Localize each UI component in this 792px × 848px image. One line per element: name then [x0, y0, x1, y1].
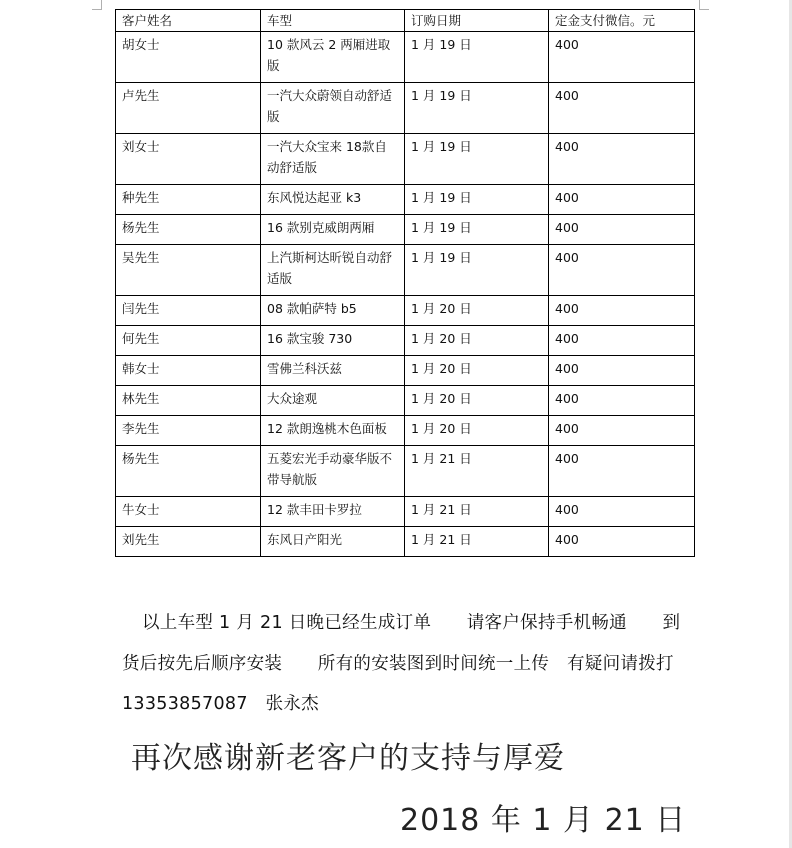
cell-order-date: 1 月 20 日	[405, 386, 549, 416]
cell-customer-name: 吴先生	[116, 245, 261, 296]
cell-customer-name: 李先生	[116, 416, 261, 446]
cell-car-model: 16 款别克威朗两厢	[261, 215, 405, 245]
cell-car-model: 12 款朗逸桃木色面板	[261, 416, 405, 446]
cell-car-model: 大众途观	[261, 386, 405, 416]
cell-order-date: 1 月 19 日	[405, 134, 549, 185]
cell-car-model: 东风悦达起亚 k3	[261, 185, 405, 215]
order-table	[115, 9, 695, 557]
cell-car-model: 16 款宝骏 730	[261, 326, 405, 356]
margin-corner-mark	[92, 9, 102, 10]
cell-order-date: 1 月 19 日	[405, 215, 549, 245]
cell-car-model: 东风日产阳光	[261, 527, 405, 557]
cell-customer-name: 闫先生	[116, 296, 261, 326]
table-row	[116, 446, 695, 497]
cell-customer-name: 卢先生	[116, 83, 261, 134]
table-row	[116, 356, 695, 386]
cell-order-date: 1 月 19 日	[405, 245, 549, 296]
cell-car-model: 一汽大众宝来 18款自动舒适版	[261, 134, 405, 185]
cell-customer-name: 韩女士	[116, 356, 261, 386]
cell-deposit: 400	[549, 527, 695, 557]
table-body	[116, 32, 695, 557]
thanks-message: 再次感谢新老客户的支持与厚爱	[131, 741, 565, 776]
cell-customer-name: 牛女士	[116, 497, 261, 527]
table-row	[116, 497, 695, 527]
cell-car-model: 上汽斯柯达昕锐自动舒适版	[261, 245, 405, 296]
table-row	[116, 245, 695, 296]
table-row	[116, 185, 695, 215]
header-customer-name: 客户姓名	[116, 10, 261, 32]
cell-customer-name: 杨先生	[116, 215, 261, 245]
margin-corner-mark	[699, 9, 709, 10]
table-row	[116, 215, 695, 245]
cell-deposit: 400	[549, 32, 695, 83]
cell-car-model: 10 款风云 2 两厢进取版	[261, 32, 405, 83]
header-order-date: 订购日期	[405, 10, 549, 32]
cell-order-date: 1 月 19 日	[405, 83, 549, 134]
cell-order-date: 1 月 21 日	[405, 446, 549, 497]
cell-deposit: 400	[549, 497, 695, 527]
table-row	[116, 386, 695, 416]
table-row	[116, 134, 695, 185]
cell-car-model: 五菱宏光手动豪华版不带导航版	[261, 446, 405, 497]
cell-car-model: 12 款丰田卡罗拉	[261, 497, 405, 527]
cell-order-date: 1 月 19 日	[405, 185, 549, 215]
cell-deposit: 400	[549, 326, 695, 356]
cell-deposit: 400	[549, 185, 695, 215]
cell-car-model: 08 款帕萨特 b5	[261, 296, 405, 326]
table-row	[116, 416, 695, 446]
cell-deposit: 400	[549, 386, 695, 416]
cell-deposit: 400	[549, 446, 695, 497]
cell-car-model: 雪佛兰科沃兹	[261, 356, 405, 386]
cell-order-date: 1 月 21 日	[405, 527, 549, 557]
cell-car-model: 一汽大众蔚领自动舒适版	[261, 83, 405, 134]
header-deposit: 定金支付微信。元	[549, 10, 695, 32]
cell-order-date: 1 月 19 日	[405, 32, 549, 83]
cell-order-date: 1 月 20 日	[405, 326, 549, 356]
cell-order-date: 1 月 21 日	[405, 497, 549, 527]
cell-order-date: 1 月 20 日	[405, 356, 549, 386]
cell-customer-name: 刘先生	[116, 527, 261, 557]
cell-deposit: 400	[549, 296, 695, 326]
cell-customer-name: 胡女士	[116, 32, 261, 83]
table-row	[116, 326, 695, 356]
cell-deposit: 400	[549, 245, 695, 296]
cell-deposit: 400	[549, 83, 695, 134]
cell-order-date: 1 月 20 日	[405, 296, 549, 326]
cell-order-date: 1 月 20 日	[405, 416, 549, 446]
cell-customer-name: 何先生	[116, 326, 261, 356]
table-row	[116, 32, 695, 83]
table-row	[116, 527, 695, 557]
table-header-row	[116, 10, 695, 32]
cell-deposit: 400	[549, 356, 695, 386]
cell-deposit: 400	[549, 215, 695, 245]
table-row	[116, 83, 695, 134]
cell-customer-name: 林先生	[116, 386, 261, 416]
order-notice: 以上车型 1 月 21 日晚已经生成订单 请客户保持手机畅通 到货后按先后顺序安装 所有的安装图到时间统一上传 有疑问请拨打 13353857087 张永杰	[122, 613, 681, 714]
cell-customer-name: 杨先生	[116, 446, 261, 497]
cell-deposit: 400	[549, 416, 695, 446]
document-date: 2018 年 1 月 21 日	[400, 803, 687, 838]
cell-deposit: 400	[549, 134, 695, 185]
table-row	[116, 296, 695, 326]
cell-customer-name: 刘女士	[116, 134, 261, 185]
cell-customer-name: 种先生	[116, 185, 261, 215]
header-car-model: 车型	[261, 10, 405, 32]
